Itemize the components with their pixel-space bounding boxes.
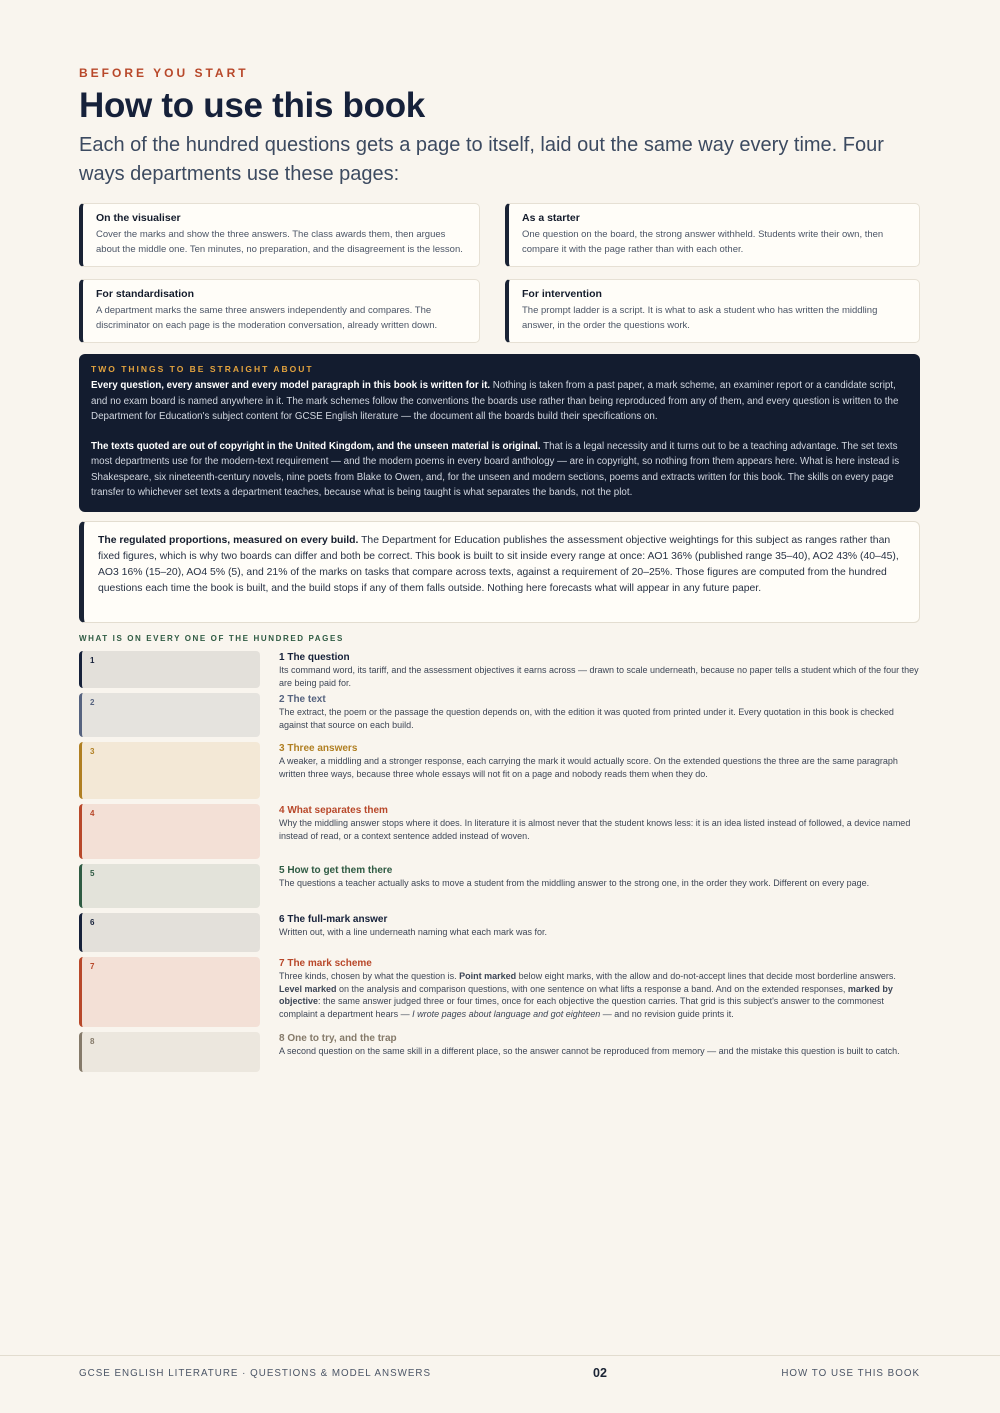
scheme-quote: I wrote pages about language and got eighteen: [412, 1008, 601, 1019]
scheme-point-marked: Point marked: [459, 971, 517, 981]
part-text: Its command word, its tariff, and the assessment objectives it earns across — drawn to scale underneath, because no paper tells a student which of the four they are being paid for.: [279, 665, 919, 688]
part-thumb-8: [79, 1032, 260, 1072]
part-heading: 8 One to try, and the trap: [279, 1033, 397, 1044]
footer-page-number: 02: [593, 1366, 607, 1380]
part-thumb-7: [79, 957, 260, 1027]
part-text: [279, 970, 921, 1020]
page-title: How to use this book: [79, 86, 425, 125]
use-card-visualiser: [79, 203, 480, 267]
scheme-level-marked: Level marked: [279, 983, 337, 994]
part-text: Written out, with a line underneath naming what each mark was for.: [279, 927, 547, 937]
part-item-3: [279, 742, 921, 780]
part-item-1: [279, 651, 921, 689]
part-heading: 2 The text: [279, 694, 326, 705]
part-text: The extract, the poem or the passage the question depends on, with the edition it was quoted from printed under it. Every quotation in this book is checked against that source on each build.: [279, 707, 894, 730]
page-subtitle: Each of the hundred questions gets a page to itself, laid out the same way every time. Four ways departments use these pages:: [79, 134, 884, 185]
regulated-paragraph: [98, 533, 905, 597]
notice-paragraph-1: [91, 378, 908, 425]
part-thumb-number: 5: [90, 869, 95, 878]
part-item-4: [279, 804, 921, 842]
part-thumb-number: 7: [90, 962, 95, 971]
scheme-text: on the analysis and comparison questions, with one sentence on what lifts a response a band. And on the extended responses,: [336, 983, 848, 994]
notice-p1-lead: Every question, every answer and every model paragraph in this book is written for it.: [91, 380, 491, 391]
footer-rule: [0, 1355, 1000, 1356]
part-thumb-6: [79, 913, 260, 952]
part-thumb-5: [79, 864, 260, 908]
part-thumb-number: 6: [90, 918, 95, 927]
part-heading: 4 What separates them: [279, 805, 388, 816]
part-thumb-number: 2: [90, 698, 95, 707]
regulated-lead: The regulated proportions, measured on every build.: [98, 535, 359, 546]
part-item-6: [279, 913, 921, 939]
use-card-text: The prompt ladder is a script. It is what to ask a student who has written the middling answer, in the order the questions work.: [522, 305, 878, 331]
use-card-starter: [505, 203, 920, 267]
part-thumb-number: 8: [90, 1037, 95, 1046]
part-heading: 6 The full-mark answer: [279, 914, 388, 925]
notice-p2-body: That is a legal necessity and it turns out to be a teaching advantage. The set texts most departments use for the modern-text requirement — and the modern poems in every board anthology — are in copyright, so nothing from them appears here. What is here instead is Shakespeare, six nineteenth-century novels, nine poets from Blake to Owen, and, for the unseen and modern sections, poems and extracts written for this book. The skills on every page transfer to whichever set texts a department teaches, because what is being taught is what separates the bands, not the plot.: [91, 440, 900, 498]
use-card-title: As a starter: [522, 212, 580, 224]
scheme-text: Three kinds, chosen by what the question is.: [279, 971, 460, 981]
use-card-standardisation: [79, 279, 480, 343]
part-text: A second question on the same skill in a different place, so the answer cannot be reproduced from memory — and the mistake this question is built to catch.: [279, 1046, 900, 1056]
scheme-marked-by-objective: marked by objective: [279, 983, 893, 1007]
notice-panel: [79, 354, 920, 512]
part-heading: 7 The mark scheme: [279, 958, 372, 969]
page-parts-label: WHAT IS ON EVERY ONE OF THE HUNDRED PAGES: [79, 634, 344, 643]
regulated-body: The Department for Education publishes the assessment objective weightings for this subject as ranges rather than fixed figures, which is why two boards can differ and both be correct. This book is built to sit inside every range at once: AO1 36% (published range 35–40), AO2 43% (40–45), AO3 16% (15–20), AO4 5% (5), and 21% of the marks on tasks that compare across texts, against a requirement of 20–25%. Those figures are computed from the hundred questions each time the book is built, and the build stops if any of them falls outside. Nothing here forecasts what will appear in any future paper.: [98, 535, 899, 594]
part-item-8: [279, 1032, 921, 1058]
scheme-text: below eight marks, with the allow and do-not-accept lines that decide most borderline answers.: [516, 971, 896, 981]
part-thumb-number: 1: [90, 656, 95, 665]
regulated-proportions-box: [79, 521, 920, 623]
part-item-5: [279, 864, 921, 890]
part-item-7: [279, 957, 921, 1020]
scheme-text: — and no revision guide prints it.: [600, 1008, 734, 1019]
part-thumb-3: [79, 742, 260, 799]
part-thumb-2: [79, 693, 260, 737]
part-thumb-1: [79, 651, 260, 688]
use-card-title: For standardisation: [96, 288, 195, 300]
use-card-text: One question on the board, the strong answer withheld. Students write their own, then compare it with the page rather than with each other.: [522, 229, 884, 255]
notice-p2-lead: The texts quoted are out of copyright in the United Kingdom, and the unseen material is original.: [91, 440, 541, 452]
use-card-title: On the visualiser: [96, 212, 181, 224]
eyebrow: BEFORE YOU START: [79, 66, 249, 80]
use-card-text: A department marks the same three answers independently and compares. The discriminator on each page is the moderation conversation, already written down.: [96, 305, 438, 331]
footer-section-title: HOW TO USE THIS BOOK: [781, 1368, 920, 1379]
part-heading: 1 The question: [279, 652, 350, 663]
part-heading: 3 Three answers: [279, 743, 358, 754]
part-thumb-4: [79, 804, 260, 859]
notice-p1-body: Nothing is taken from a past paper, a mark scheme, an examiner report or a candidate script, and no exam board is named anywhere in it. The mark schemes follow the conventions the boards use rather than being reproduced from any of them, and every question is written to the Department for Education's subject content for GCSE English literature — the document all the boards build their specifications on.: [91, 380, 899, 422]
part-heading: 5 How to get them there: [279, 865, 393, 876]
part-text: A weaker, a middling and a stronger response, each carrying the mark it would actually score. On the extended questions the three are the same paragraph written three ways, because three whole essays will not fit on a page and nobody reads them when they do.: [279, 756, 898, 779]
part-item-2: [279, 693, 921, 731]
footer-book-title: GCSE ENGLISH LITERATURE · QUESTIONS & MODEL ANSWERS: [79, 1368, 432, 1379]
use-card-title: For intervention: [522, 288, 602, 300]
scheme-text: : the same answer judged three or four times, once for each objective the question carries. That grid is this subject's answer to the commonest complaint a department hears —: [279, 996, 884, 1019]
part-text: Why the middling answer stops where it does. In literature it is almost never that the student knows less: it is an idea listed instead of followed, a device named instead of read, or a context sentence added instead of woven.: [279, 818, 911, 841]
use-card-text: Cover the marks and show the three answers. The class awards them, then argues about the middle one. Ten minutes, no preparation, and the disagreement is the lesson.: [96, 229, 463, 255]
notice-label: TWO THINGS TO BE STRAIGHT ABOUT: [91, 364, 314, 374]
notice-paragraph-2: [91, 439, 908, 501]
part-text: The questions a teacher actually asks to move a student from the middling answer to the strong one, in the order they work. Different on every page.: [279, 878, 870, 888]
part-thumb-number: 3: [90, 747, 95, 756]
part-thumb-number: 4: [90, 809, 95, 818]
use-card-intervention: [505, 279, 920, 343]
